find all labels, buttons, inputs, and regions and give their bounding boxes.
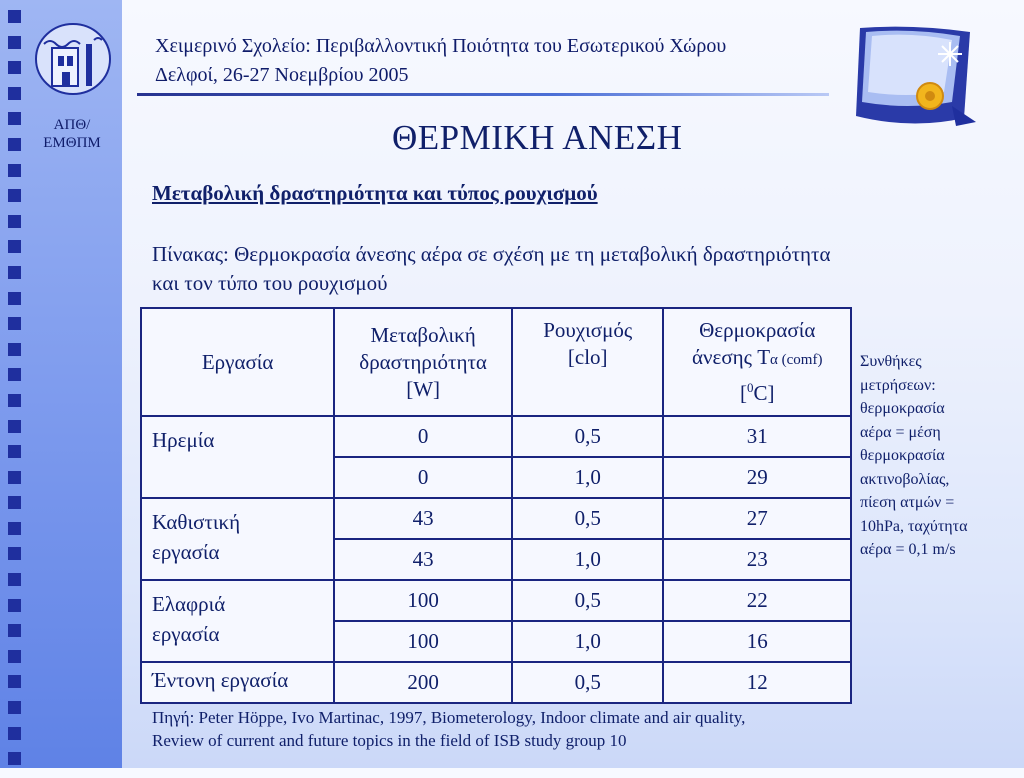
table-caption: Πίνακας: Θερμοκρασία άνεσης αέρα σε σχέση με τη μεταβολική δραστηριότητα και τον τύπο του ρουχισμού bbox=[152, 242, 831, 295]
temperature-cell: 12 bbox=[663, 662, 851, 703]
source-citation: Πηγή: Peter Höppe, Ivo Martinac, 1997, Biometerology, Indoor climate and air quality, Review of current and future topics in the field of ISB study group 10 bbox=[152, 708, 746, 750]
clothing-cell: 1,0 bbox=[512, 539, 664, 580]
institution-label: ΑΠΘ/ ΕΜΘΠΜ bbox=[43, 117, 101, 151]
metabolic-cell: 43 bbox=[334, 539, 512, 580]
measurement-conditions-note: Συνθήκες μετρήσεων: θερμοκρασία αέρα = μέση θερμοκρασία ακτινοβολίας, πίεση ατμών = 10hPa, ταχύτητα αέρα = 0,1 m/s bbox=[860, 353, 968, 558]
temperature-cell: 29 bbox=[663, 457, 851, 498]
header-line-1: Χειμερινό Σχολείο: Περιβαλλοντική Ποιότητα του Εσωτερικού Χώρου bbox=[155, 35, 727, 57]
slide-title: ΘΕΡΜΙΚΗ ΑΝΕΣΗ bbox=[392, 118, 683, 157]
clothing-cell: 1,0 bbox=[512, 621, 664, 662]
section-subtitle: Μεταβολική δραστηριότητα και τύπος ρουχισμού bbox=[152, 181, 598, 205]
sidebar-square-column bbox=[8, 10, 22, 778]
metabolic-cell: 100 bbox=[334, 621, 512, 662]
header-activity: Εργασία bbox=[141, 308, 334, 416]
temperature-cell: 23 bbox=[663, 539, 851, 580]
temperature-cell: 16 bbox=[663, 621, 851, 662]
metabolic-cell: 43 bbox=[334, 498, 512, 539]
metabolic-cell: 200 bbox=[334, 662, 512, 703]
comfort-temperature-table bbox=[140, 307, 852, 704]
slide-header bbox=[155, 32, 726, 90]
clothing-cell: 1,0 bbox=[512, 457, 664, 498]
table-row bbox=[141, 416, 851, 457]
activity-cell: Καθιστική εργασία bbox=[141, 498, 334, 580]
activity-cell: Ηρεμία bbox=[141, 416, 334, 498]
temperature-cell: 22 bbox=[663, 580, 851, 621]
header-divider bbox=[137, 93, 829, 96]
table-header-row bbox=[141, 308, 851, 416]
metabolic-cell: 0 bbox=[334, 457, 512, 498]
clothing-cell: 0,5 bbox=[512, 498, 664, 539]
header-clothing: Ρουχισμός [clo] bbox=[512, 308, 664, 416]
header-line-2: Δελφοί, 26-27 Νοεμβρίου 2005 bbox=[155, 64, 409, 86]
clothing-cell: 0,5 bbox=[512, 416, 664, 457]
sidebar bbox=[0, 0, 122, 768]
winter-school-logo-icon bbox=[852, 22, 982, 130]
metabolic-cell: 0 bbox=[334, 416, 512, 457]
header-metabolic: Μεταβολική δραστηριότητα [W] bbox=[334, 308, 512, 416]
activity-cell: Ελαφριά εργασία bbox=[141, 580, 334, 662]
university-logo-icon bbox=[34, 22, 112, 96]
clothing-cell: 0,5 bbox=[512, 662, 664, 703]
temperature-cell: 31 bbox=[663, 416, 851, 457]
clothing-cell: 0,5 bbox=[512, 580, 664, 621]
table-row bbox=[141, 662, 851, 703]
temperature-cell: 27 bbox=[663, 498, 851, 539]
header-comfort-temperature: Θερμοκρασία άνεσης Tα (comf) [$^0$C] bbox=[663, 308, 851, 416]
metabolic-cell: 100 bbox=[334, 580, 512, 621]
activity-cell: Έντονη εργασία bbox=[141, 662, 334, 703]
table-row bbox=[141, 498, 851, 539]
table-row bbox=[141, 580, 851, 621]
